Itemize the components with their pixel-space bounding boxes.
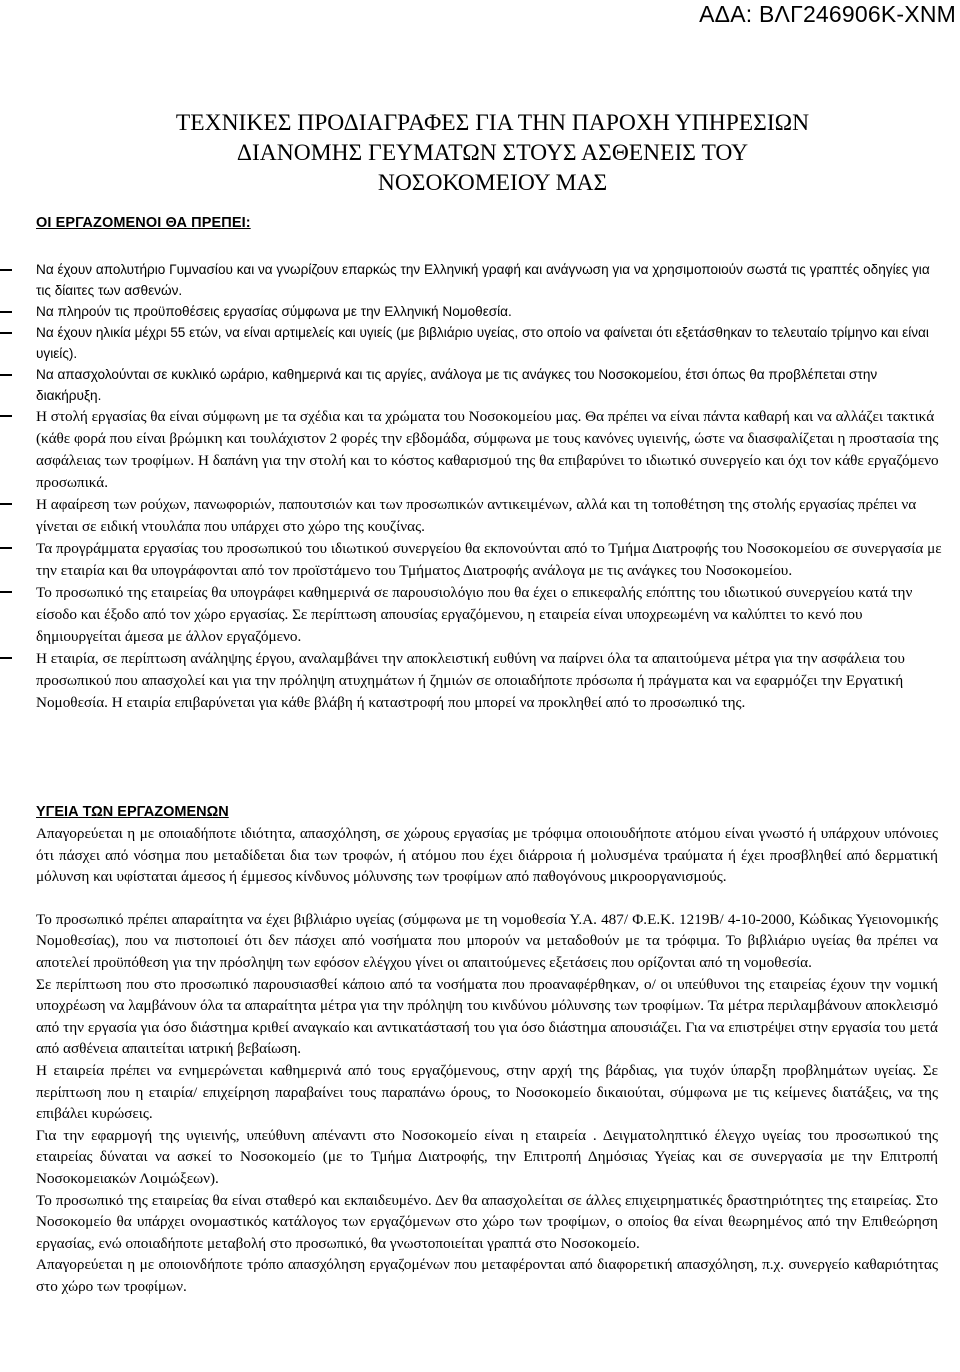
list-item [0,406,960,494]
workers-requirements-list [0,259,960,714]
dash-bullet-icon [0,657,12,659]
list-item [0,259,960,301]
health-paragraph-1: Απαγορεύεται η με οποιαδήποτε ιδιότητα, απασχόληση, σε χώρους εργασίας με τρόφιμα οποιουδήποτε ατόμου είναι γνωστό ή υπάρχουν υπόνοιες ότι πάσχει από νόσημα που μεταδίδεται δια των τροφών, ή ατόμου που έχει διάρροια ή μολυσμένα τραύματα ή έχει προσβληθεί από δερματική μόλυνση και υφίσταται άμεσος ή έμμεσος κίνδυνος μόλυνσης των τροφίμων από παθογόνους μικροοργανισμούς. [36,825,938,886]
dash-bullet-icon [0,311,12,313]
list-item-text: Τα προγράμματα εργασίας του προσωπικού του ιδιωτικού συνεργείου θα εκπονούνται από το Τμήμα Διατροφής του Νοσοκομείου σε συνεργασία με την εταιρία και θα υπογράφονται από τον προϊστάμενο του Τμήματος Διατροφής ανάλογα με τις ανάγκες του Νοσοκομείου. [36,540,942,579]
list-item [0,538,960,582]
list-item [0,494,960,538]
health-paragraph-2: Το προσωπικό πρέπει απαραίτητα να έχει βιβλιάριο υγείας (σύμφωνα με τη νομοθεσία Υ.Α. 487/ Φ.Ε.Κ. 1219Β/ 4-10-2000, Κώδικας Υγειονομικής Νομοθεσίας), που να πιστοποιεί ότι δεν πάσχει από νοσήματα που μπορούν να μεταδοθούν με τα τρόφιμα. Το βιβλιάριο υγείας θα πρέπει να αποτελεί προϋπόθεση για την πρόσληψη των εφόσον ελέγχου γίνει οι απαιτούμενες εξετάσεις που ορίζονται από τη νομοθεσία. [36,910,938,971]
dash-bullet-icon [0,374,12,376]
document-title [0,108,960,198]
dash-bullet-icon [0,269,12,271]
list-item [0,301,960,322]
list-item [0,364,960,406]
dash-bullet-icon [0,503,12,505]
title-line-3: ΝΟΣΟΚΟΜΕΙΟΥ ΜΑΣ [377,170,608,196]
dash-bullet-icon [0,591,12,593]
ada-code: ΑΔΑ: ΒΛΓ246906Κ-ΧΝΜ [699,1,956,27]
health-paragraph-7: Απαγορεύεται η με οποιονδήποτε τρόπο απασχόληση εργαζομένων που μεταφέρονται από διαφορετική απασχόληση, π.χ. συνεργείο καθαριότητας στο χώρο των τροφίμων. [36,1256,938,1295]
list-item-text: Να έχουν απολυτήριο Γυμνασίου και να γνωρίζουν επαρκώς την Ελληνική γραφή και ανάγνωση για να χρησιμοποιούν σωστά τις γραπτές οδηγίες για τις δίαιτες των ασθενών. [36,262,930,298]
health-section-heading: ΥΓΕΙΑ ΤΩΝ ΕΡΓΑΖΟΜΕΝΩΝ [36,804,229,820]
list-item [0,322,960,364]
dash-bullet-icon [0,547,12,549]
title-line-2: ΔΙΑΝΟΜΗΣ ΓΕΥΜΑΤΩΝ ΣΤΟΥΣ ΑΣΘΕΝΕΙΣ ΤΟΥ [236,140,749,166]
dash-bullet-icon [0,332,12,334]
list-item-text: Η στολή εργασίας θα είναι σύμφωνη με τα σχέδια και τα χρώματα του Νοσοκομείου μας. Θα πρέπει να είναι πάντα καθαρή και να αλλάζει τακτικά (κάθε φορά που είναι βρώμικη και τουλάχιστον 2 φορές την εβδομάδα, σύμφωνα με τους κανόνες υγιεινής, ώστε να διασφαλίζεται η προστασία της ασφάλειας των τροφίμων. Η δαπάνη για την στολή και το κόστος καθαρισμού της θα επιβαρύνει το ιδιωτικό συνεργείο και όχι τον κάθε εργαζόμενο προσωπικά. [36,408,939,491]
health-section [36,802,938,1297]
list-item [0,648,960,714]
list-item-text: Να πληρούν τις προϋποθέσεις εργασίας σύμφωνα με την Ελληνική Νομοθεσία. [36,304,512,319]
health-paragraph-5: Για την εφαρμογή της υγιεινής, υπεύθυνη απέναντι στο Νοσοκομείο είναι η εταιρεία . Δειγματοληπτικό έλεγχο υγείας του προσωπικού της εταιρείας δύναται να ασκεί το Νοσοκομείο (με το Τμήμα Διατροφής, την Επιτροπή Δημόσιας Υγείας και σε συνεργασία με την Επιτροπή Νοσοκομειακών Λοιμώξεων). [36,1126,938,1187]
list-item [0,582,960,648]
dash-bullet-icon [0,415,12,417]
list-item-text: Να απασχολούνται σε κυκλικό ωράριο, καθημερινά και τις αργίες, ανάλογα με τις ανάγκες του Νοσοκομείου, έτσι όπως θα προβλέπεται στην διακήρυξη. [36,367,878,403]
health-paragraph-3: Σε περίπτωση που στο προσωπικό παρουσιασθεί κάποιο από τα νοσήματα που προαναφέρθηκαν, ο/ οι υπεύθυνοι της εταιρείας έχουν την νομική υποχρέωση να λαμβάνουν όλα τα απαραίτητα μέτρα για την πρόληψη του κινδύνου μόλυνσης των τροφίμων. Τα μέτρα περιλαμβάνουν αποκλεισμό από την εργασία για όσο διάστημα κριθεί αναγκαίο και αντικατάστασή του για όσο διάστημα απουσιάζει. Για να επιστρέψει στην εργασία του μετά από ασθένεια απαιτείται ιατρική βεβαίωση. [36,975,938,1058]
list-item-text: Η εταιρία, σε περίπτωση ανάληψης έργου, αναλαμβάνει την αποκλειστική ευθύνη να παίρνει όλα τα απαιτούμενα μέτρα για την ασφάλεια του προσωπικού που απασχολεί και για την πρόληψη ατυχημάτων ή ζημιών σε οποιαδήποτε πρόσωπα ή πράγματα και να εφαρμόζει την Εργατική Νομοθεσία. Η εταιρία επιβαρύνεται για κάθε βλάβη ή καταστροφή που μπορεί να προκληθεί από το προσωπικό της. [36,650,905,711]
health-paragraph-4: Η εταιρεία πρέπει να ενημερώνεται καθημερινά από τους εργαζόμενους, στην αρχή της βάρδιας, για τυχόν ύπαρξη προβλημάτων υγείας. Σε περίπτωση που η εταιρία/ επιχείρηση παραβαίνει τους παραπάνω όρους, το Νοσοκομείο δικαιούται, σύμφωνα με τις κείμενες διατάξεις, να της επιβάλει κυρώσεις. [36,1061,938,1123]
health-paragraph-6: Το προσωπικό της εταιρείας θα είναι σταθερό και εκπαιδευμένο. Δεν θα απασχολείται σε άλλες επιχειρηματικές δραστηριότητες της εταιρείας. Στο Νοσοκομείο θα υπάρχει ονομαστικός κατάλογος των εργαζόμενων στο χώρο των τροφίμων, ο οποίος θα είναι θεωρημένος από την Επιθεώρηση εργασίας, ενώ οποιαδήποτε μεταβολή στο προσωπικό, θα γνωστοποιείται γραπτά στο Νοσοκομείο. [36,1191,938,1252]
list-item-text: Η αφαίρεση των ρούχων, πανωφοριών, παπουτσιών και των προσωπικών αντικειμένων, αλλά και τη τοποθέτηση της στολής εργασίας πρέπει να γίνεται σε ειδική ντουλάπα που υπάρχει στο χώρο της κουζίνας. [36,496,917,535]
list-item-text: Το προσωπικό της εταιρείας θα υπογράφει καθημερινά σε παρουσιολόγιο που θα έχει ο επικεφαλής επόπτης του ιδιωτικού συνεργείου κατά την είσοδο και έξοδο από τον χώρο εργασίας. Σε περίπτωση απουσίας εργαζόμενου, η εταιρεία είναι υποχρεωμένη να καλύπτει το κενό που δημιουργείται άμεσα με άλλον εργαζόμενο. [36,584,913,645]
list-item-text: Να έχουν ηλικία μέχρι 55 ετών, να είναι αρτιμελείς και υγιείς (με βιβλιάριο υγείας, στο οποίο να φαίνεται ότι εξετάσθηκαν το τελευταίο τρίμηνο και είναι υγιείς). [36,325,929,361]
title-line-1: ΤΕΧΝΙΚΕΣ ΠΡΟΔΙΑΓΡΑΦΕΣ ΓΙΑ ΤΗΝ ΠΑΡΟΧΗ ΥΠΗΡΕΣΙΩΝ [175,110,810,136]
paragraph-spacer [36,888,938,909]
workers-section-heading: ΟΙ ΕΡΓΑΖΟΜΕΝΟΙ ΘΑ ΠΡΕΠΕΙ: [36,215,251,231]
